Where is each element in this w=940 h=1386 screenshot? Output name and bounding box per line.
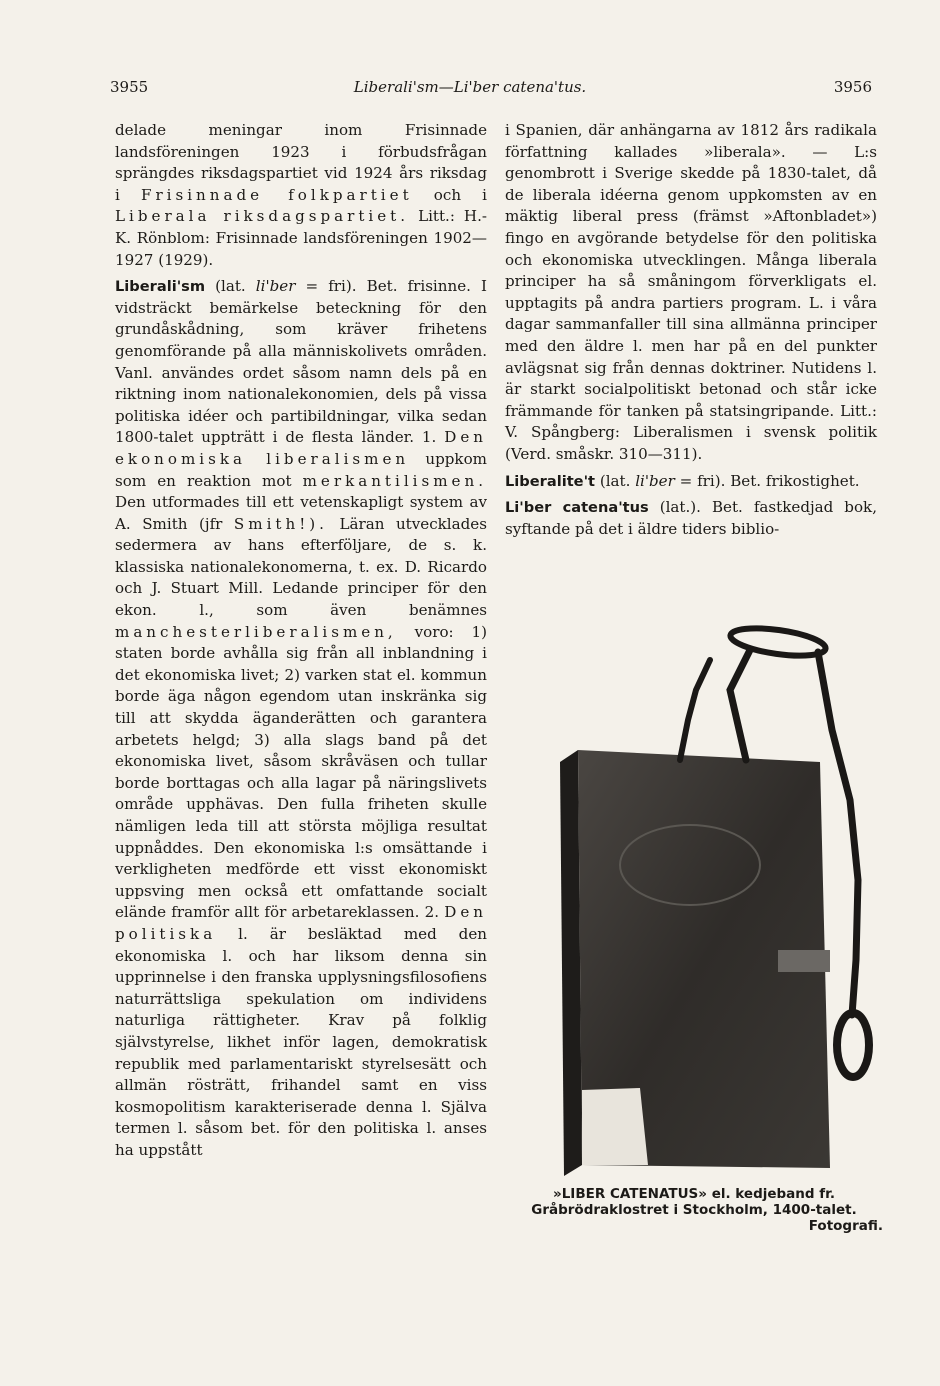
page-number-right: 3956 [833,78,872,96]
chained-book-illustration [520,620,875,1180]
paragraph-liberalism-continued: i Spanien, där anhängarna av 1812 års radikala författning kallades »liberala». — L:s genombrott i Sverige skedde på 1830-talet, då de liberala idéerna genom uppkomsten av en mäktig liberal press (främst »Aftonbladet») fingo en avgörande betydelse för den politiska och ekonomiska utvecklingen. Många liberala principer ha så småningom förverkligats el. upptagits på andra partiers program. L. i våra dagar sammanfaller till sina allmänna principer med den äldre l. men har på en del punkter avlägsnat sig från dennas doktriner. Nutidens l. är starkt socialpolitiskt betonad och står icke främmande för tanken på statsingripande. Litt.: V. Spångberg: Liberalismen i svensk politik (Verd. småskr. 310—311). [505,121,877,463]
chained-book-photo [520,620,875,1180]
entry-liberalitet: Liberalite't (lat. li'ber = fri). Bet. frikostighet. [505,471,860,490]
caption-text: »LIBER CATENATUS» el. kedjeband fr. Gråbrödraklostret i Stockholm, 1400-talet. [531,1186,857,1218]
chain-link-1 [730,650,750,760]
headword-liber-catenatus: Li'ber catena'tus [505,499,649,517]
page-number-left: 3955 [110,78,149,96]
right-column [505,120,877,545]
book-worn-corner [582,1088,648,1165]
figure-caption [505,1186,883,1234]
entry-liberalism: Liberali'sm (lat. li'ber = fri). Bet. frisinne. I vidsträckt bemärkelse beteckning för den grundåskådning, som kräver frihetens genomförande på alla människolivets områden. Vanl. användes ordet såsom namn dels på en riktning inom nationalekonomien, dels på vissa politiska idéer och partibildningar, vilka sedan 1800-talet uppträtt i de flesta länder. 1. Den ekonomiska liberalismen uppkom som en reaktion mot merkantilismen. Den utformades till ett vetenskapligt system av A. Smith (jfr Smith!). Läran utvecklades sedermera av hans efterföljare, de s. k. klassiska nationalekonomerna, t. ex. D. Ricardo och J. Stuart Mill. Ledande principer för den ekon. l., som även benämnes manchesterliberalismen, voro: 1) staten borde avhålla sig från all inblandning i det ekonomiska livet; 2) varken stat el. kommun borde äga någon egendom utan inskränka sig till att skydda äganderätten och garantera arbetets helgd; 3) alla slags band på det ekonomiska livet, såsom skråväsen och tullar borde borttagas och alla lagar på näringslivets område upphävas. Den fulla friheten skulle nämligen leda till att största möjliga resultat uppnåddes. Den ekonomiska l:s omsättande i verkligheten medförde ett visst ekonomiskt uppsving men också ett omfattande socialt elände framför allt för arbetareklassen. 2. Den politiska l. är besläktad med den ekonomiska l. och har liksom denna sin upprinnelse i den franska upplysningsfilosofiens naturrättsliga spekulation om individens naturliga rättigheter. Krav på folklig självstyrelse, likhet inför lagen, demokratisk republik med parlamentariskt styrelsesätt och allmän rösträtt, frihandel samt en viss kosmopolitism karakteriserade denna l. Själva termen l. såsom bet. för den politiska l. anses ha uppstått [115,277,487,1159]
headword-liberalitet: Liberalite't [505,472,596,490]
chain-bottom-ring [837,1013,869,1077]
chain-upper [680,660,710,760]
headword-liberalism: Liberali'sm [115,278,206,296]
entry-liber-catenatus: Li'ber catena'tus (lat.). Bet. fastkedjad bok, syftande på det i äldre tiders biblio- [505,498,877,538]
photo-credit: Fotografi. [808,1218,883,1234]
chain-top-link [729,623,827,660]
page-header [0,78,940,102]
book-clasp [778,950,830,972]
paragraph-frisinnade: delade meningar inom Frisinnade landsföreningen 1923 i förbudsfrågan sprängdes riksdagspartiet vid 1924 års riksdag i Frisinnade folkpartiet och i Liberala riksdagspartiet. Litt.: H.-K. Rönblom: Frisinnade landsföreningen 1902—1927 (1929). [115,121,487,269]
running-title: Liberali'sm—Li'ber catena'tus. [353,78,587,96]
left-column [115,120,487,1167]
